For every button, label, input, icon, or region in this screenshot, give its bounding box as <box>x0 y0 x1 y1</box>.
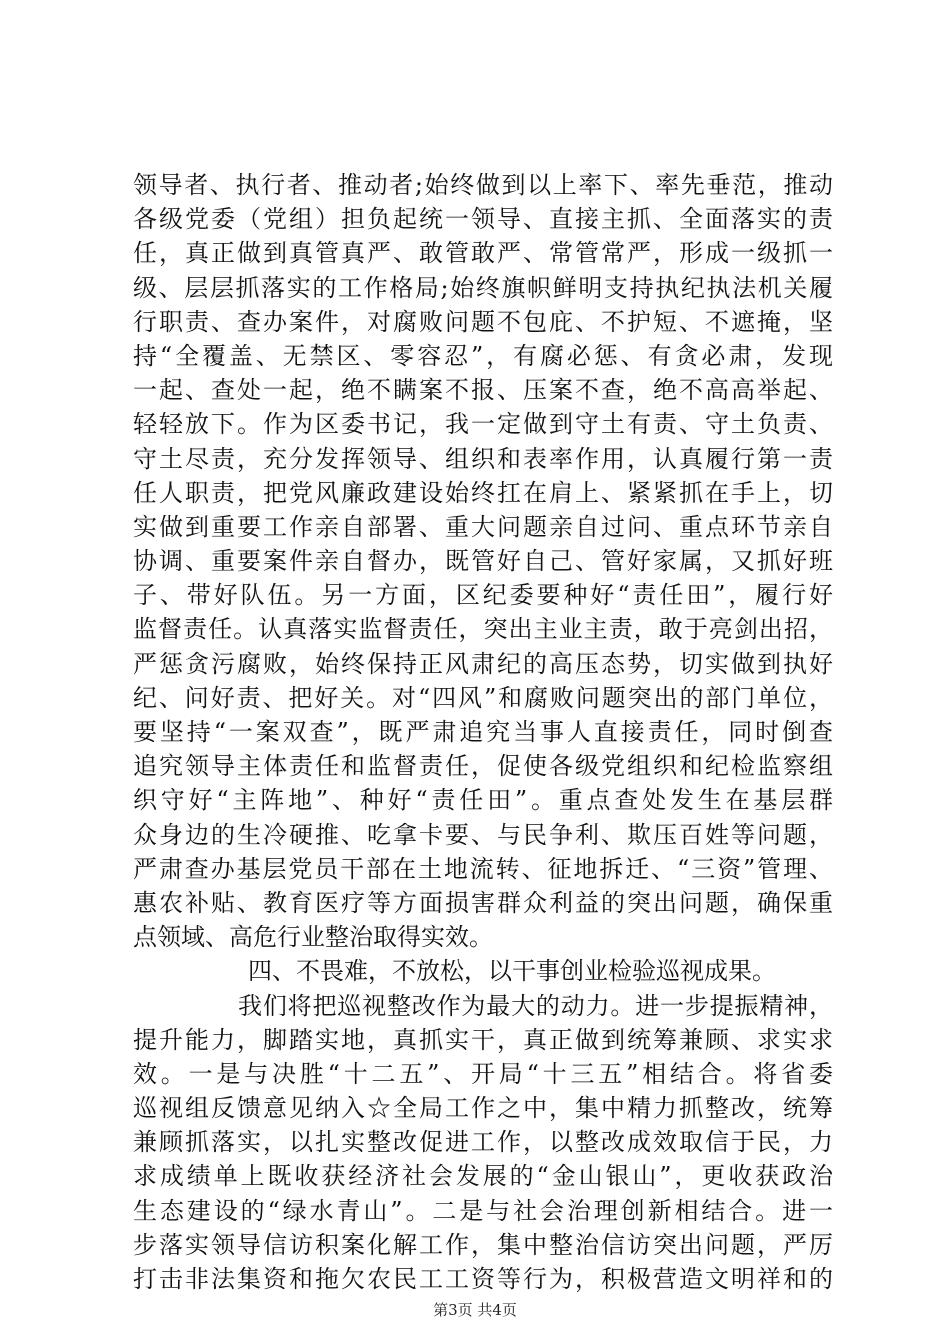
text-line: 惠农补贴、教育医疗等方面损害群众利益的突出问题，确保重 <box>133 888 833 917</box>
text-line: 严肃查办基层党员干部在土地流转、征地拆迁、“三资”管理、 <box>133 854 833 883</box>
text-line: 众身边的生冷硬推、吃拿卡要、与民争利、欺压百姓等问题， <box>133 820 833 849</box>
text-line: 追究领导主体责任和监督责任，促使各级党组织和纪检监察组 <box>133 752 833 781</box>
text-line: 巡视组反馈意见纳入☆全局工作之中，集中精力抓整改，统筹 <box>133 1094 833 1123</box>
paragraph-first-line: 我们将把巡视整改作为最大的动力。进一步提振精神， <box>238 991 833 1020</box>
text-line: 提升能力，脚踏实地，真抓实干，真正做到统筹兼顾、求实求 <box>133 1025 833 1054</box>
text-line: 步落实领导信访积案化解工作，集中整治信访突出问题，严厉 <box>133 1230 833 1259</box>
text-line: 兼顾抓落实，以扎实整改促进工作，以整改成效取信于民，力 <box>133 1128 833 1157</box>
text-line: 持“全覆盖、无禁区、零容忍”，有腐必惩、有贪必肃，发现 <box>133 341 833 370</box>
text-line: 各级党委（党组）担负起统一领导、直接主抓、全面落实的责 <box>133 205 833 234</box>
text-line: 实做到重要工作亲自部署、重大问题亲自过问、重点环节亲自 <box>133 512 833 541</box>
text-line: 协调、重要案件亲自督办，既管好自己、管好家属，又抓好班 <box>133 547 833 576</box>
text-line: 打击非法集资和拖欠农民工工资等行为，积极营造文明祥和的 <box>133 1265 833 1293</box>
text-line: 领导者、执行者、推动者;始终做到以上率下、率先垂范，推动 <box>133 171 833 199</box>
text-line: 要坚持“一案双查”，既严肃追究当事人直接责任，同时倒查 <box>133 718 833 746</box>
text-line: 子、带好队伍。另一方面，区纪委要种好“责任田”，履行好 <box>133 581 833 610</box>
text-line: 行职责、查办案件，对腐败问题不包庇、不护短、不遮掩，坚 <box>133 307 833 336</box>
text-line: 任人职责，把党风廉政建设始终扛在肩上、紧紧抓在手上，切 <box>133 478 833 507</box>
text-line: 严惩贪污腐败，始终保持正风肃纪的高压态势，切实做到执好 <box>133 649 833 678</box>
text-line: 纪、问好责、把好关。对“四风”和腐败问题突出的部门单位， <box>133 683 833 712</box>
text-line: 轻轻放下。作为区委书记，我一定做到守土有责、守土负责、 <box>133 410 833 439</box>
page-number: 第3页 共4页 <box>433 1301 517 1319</box>
section-heading: 四、不畏难，不放松，以干事创业检验巡视成果。 <box>248 957 776 986</box>
text-line: 守土尽责，充分发挥领导、组织和表率作用，认真履行第一责 <box>133 444 833 473</box>
text-line: 点领域、高危行业整治取得实效。 <box>133 923 493 952</box>
text-line: 一起、查处一起，绝不瞒案不报、压案不查，绝不高高举起、 <box>133 376 833 405</box>
text-line: 生态建设的“绿水青山”。二是与社会治理创新相结合。进一 <box>133 1196 833 1225</box>
text-line: 求成绩单上既收获经济社会发展的“金山银山”，更收获政治 <box>133 1162 833 1191</box>
text-line: 效。一是与决胜“十二五”、开局“十三五”相结合。将省委 <box>133 1059 833 1088</box>
text-line: 织守好“主阵地”、种好“责任田”。重点查处发生在基层群 <box>133 786 833 815</box>
text-line: 任，真正做到真管真严、敢管敢严、常管常严，形成一级抓一 <box>133 239 833 268</box>
body-text <box>133 168 833 1296</box>
text-line: 监督责任。认真落实监督责任，突出主业主责，敢于亮剑出招， <box>133 615 833 644</box>
text-line: 级、层层抓落实的工作格局;始终旗帜鲜明支持执纪执法机关履 <box>133 273 833 302</box>
